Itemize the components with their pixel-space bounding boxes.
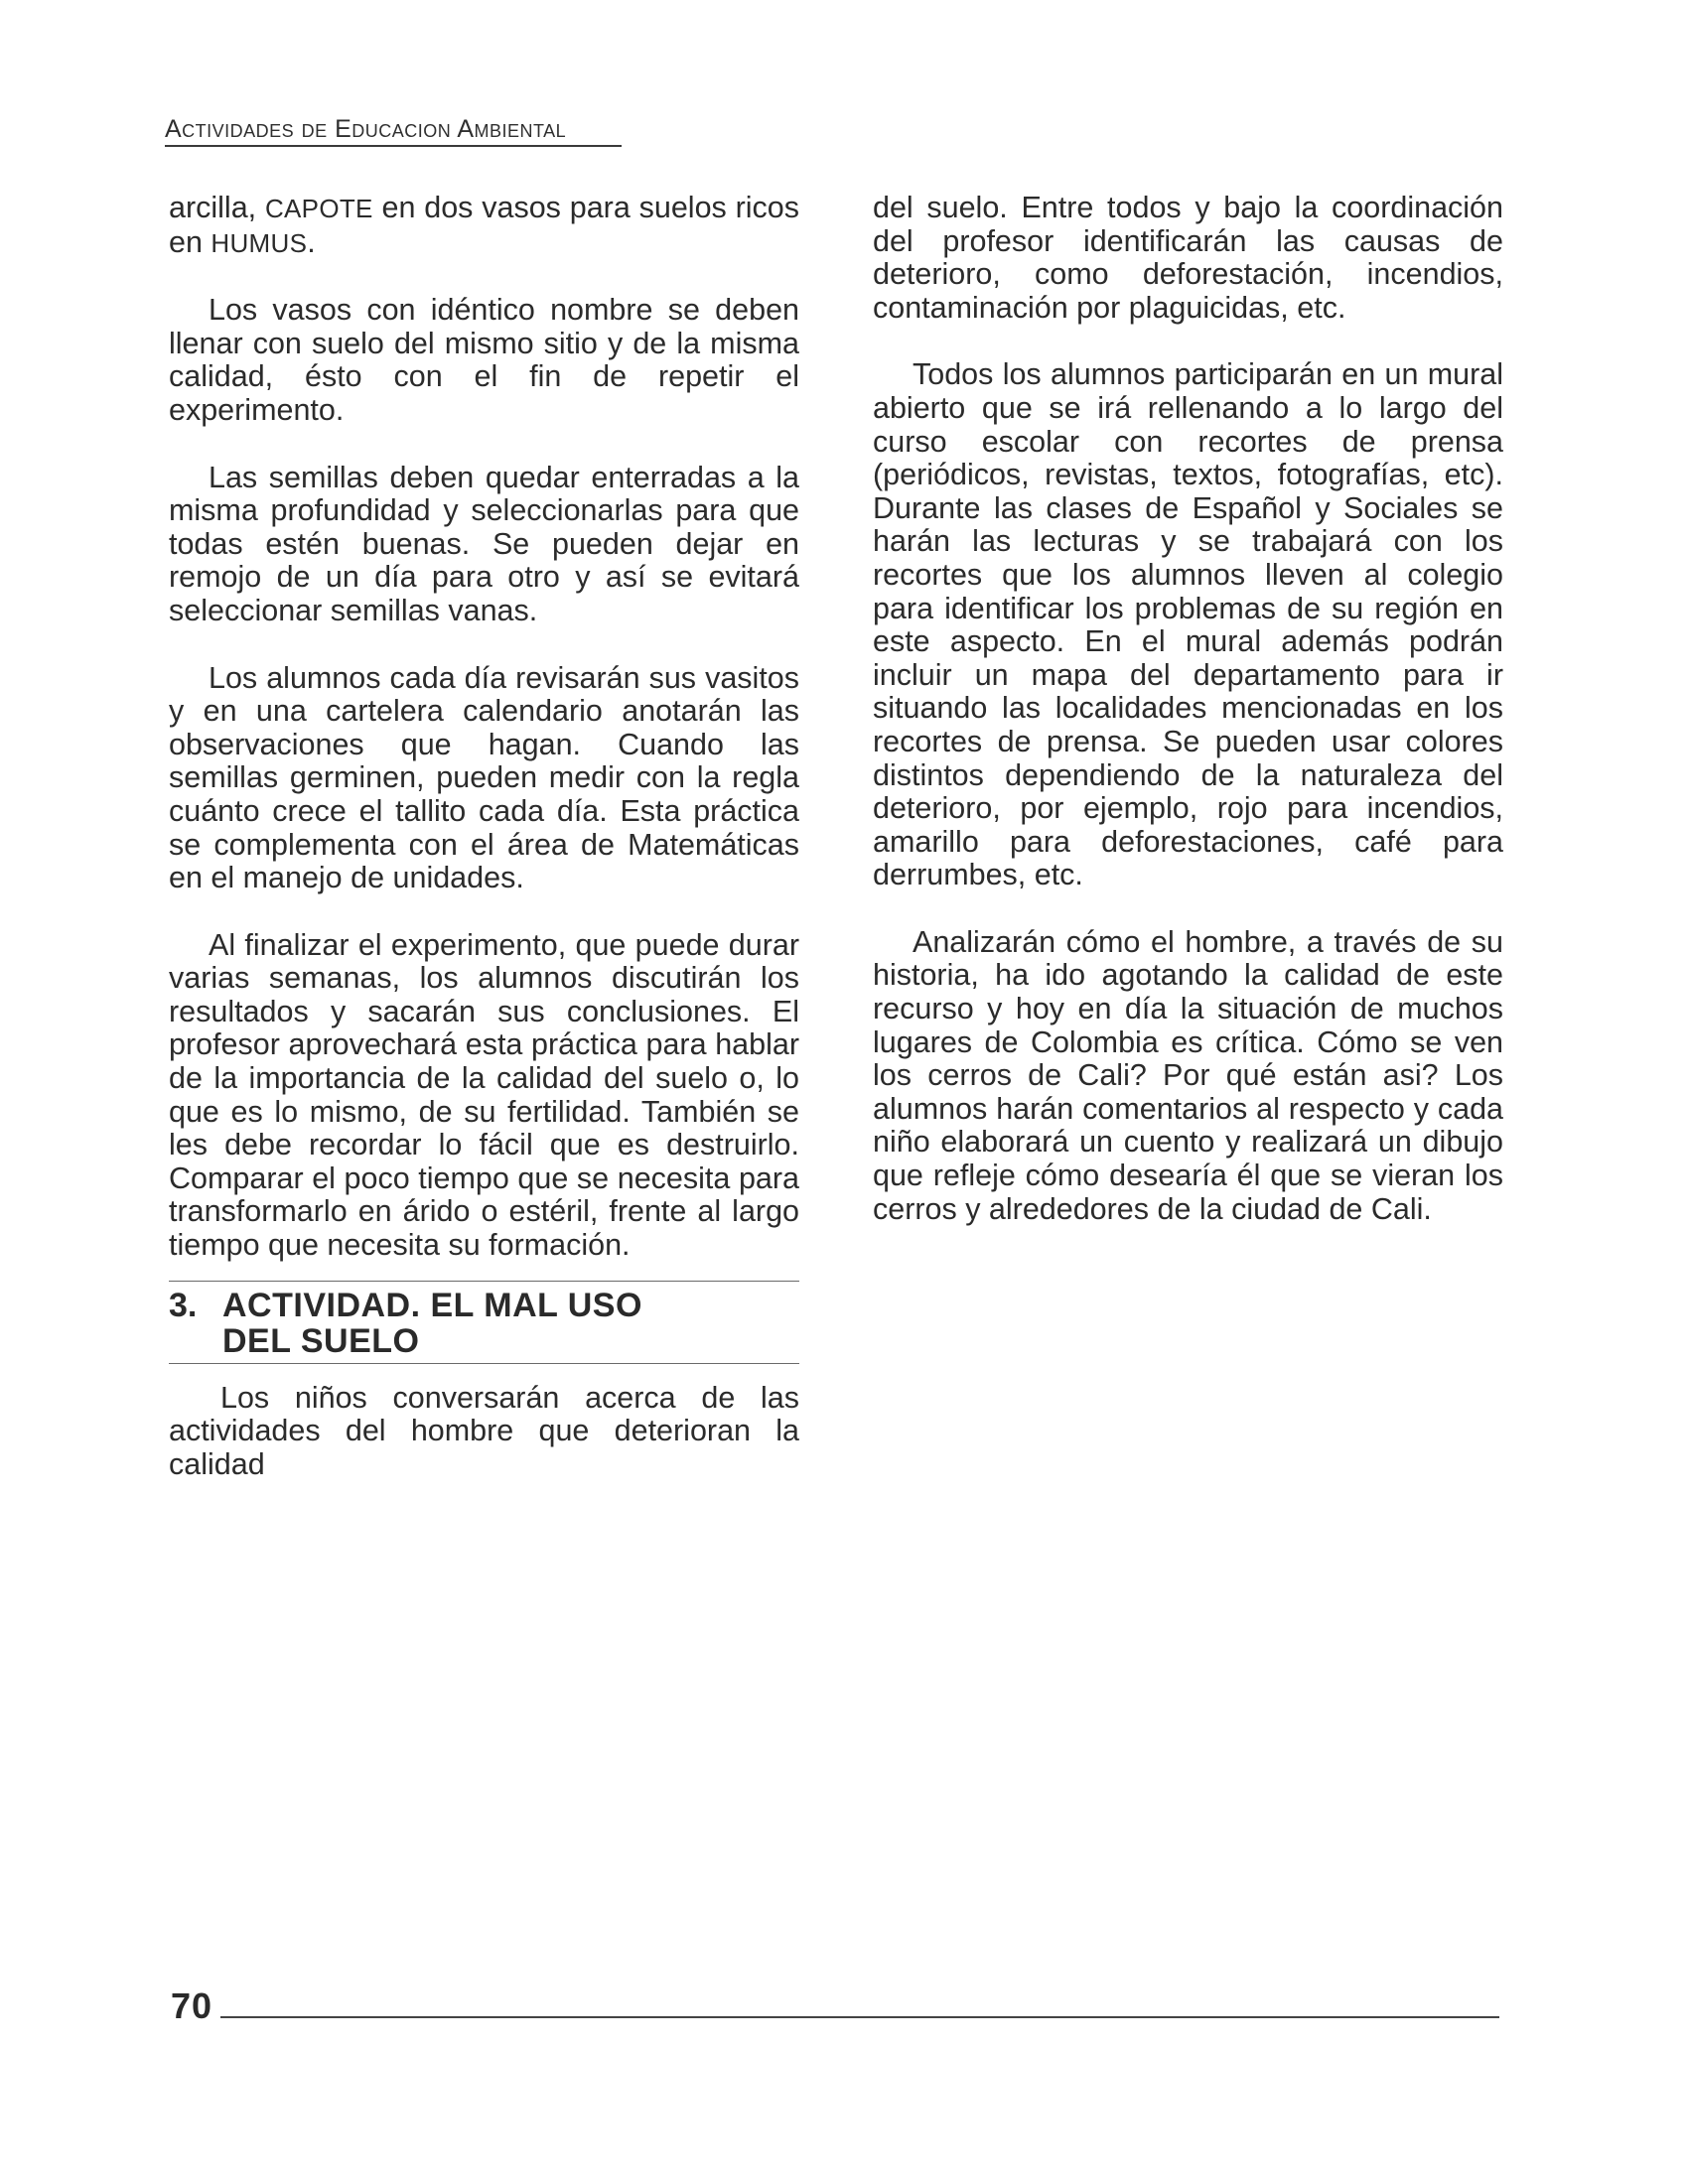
section-3-heading-block bbox=[169, 1281, 799, 1364]
left-p1-text-e: . bbox=[307, 224, 316, 259]
section-number: 3. bbox=[169, 1286, 198, 1324]
left-paragraph-6: Los niños conversarán acerca de las actividades del hombre que deterioran la calidad bbox=[169, 1380, 799, 1481]
right-paragraph-2: Todos los alumnos participarán en un mural abierto que se irá rellenando a lo largo del curso escolar con recortes de prensa (periódicos, revistas, textos, fotografías, etc). Durante las clases de Español y Sociales se harán las lecturas y se trabajará con los recortes que los alumnos lleven al colegio para identificar los problemas de su región en este aspecto. En el mural además podrán incluir un mapa del departamento para ir situando las localidades mencionadas en los recortes de prensa. Se pueden usar colores distintos dependiendo de la naturaleza del deterioro, por ejemplo, rojo para incendios, amarillo para deforestaciones, café para derrumbes, etc. bbox=[873, 357, 1503, 892]
right-paragraph-3: Analizarán cómo el hombre, a través de su historia, ha ido agotando la calidad de este recurso y hoy en día la situación de muchos lugares de Colombia es crítica. Cómo se ven los cerros de Cali? Por qué están asi? Los alumnos harán comentarios al respecto y cada niño elaborará un cuento y realizará un dibujo que refleje cómo desearía él que se vieran los cerros y alrededores de la ciudad de Cali. bbox=[873, 924, 1503, 1226]
right-paragraph-1: del suelo. Entre todos y bajo la coordinación del profesor identificarán las causas de deterioro, como deforestación, incendios, contaminación por plaguicidas, etc. bbox=[873, 191, 1503, 325]
section-heading bbox=[169, 1282, 799, 1363]
right-column bbox=[873, 192, 1503, 1260]
section-bottom-rule bbox=[169, 1363, 799, 1364]
running-header-title: Actividades de Educacion Ambiental bbox=[165, 115, 567, 143]
left-paragraph-4: Los alumnos cada día revisarán sus vasitos y en una cartelera calendario anotarán las observaciones que hagan. Cuando las semillas germinen, pueden medir con la regla cuánto crece el tallito cada día. Esta práctica se complementa con el área de Matemáticas en el manejo de unidades. bbox=[169, 660, 799, 895]
left-p1-text-c: en dos vasos para suelos ricos en bbox=[169, 191, 800, 259]
section-title-line-1: ACTIVIDAD. EL MAL USO bbox=[222, 1286, 642, 1324]
left-paragraph-3: Las semillas deben quedar enterradas a la misma profundidad y seleccionarlas para que todas estén buenas. Se pueden dejar en remojo de un día para otro y así se evitará seleccionar semillas vanas. bbox=[169, 460, 799, 627]
left-p1-term-capote: CAPOTE bbox=[264, 194, 373, 223]
left-p1-text-a: arcilla, bbox=[169, 191, 265, 224]
left-paragraph-1 bbox=[169, 192, 799, 260]
left-paragraph-2: Los vasos con idéntico nombre se deben llenar con suelo del mismo sitio y de la misma calidad, ésto con el fin de repetir el experimento. bbox=[169, 293, 799, 427]
left-p1-term-humus: HUMUS bbox=[211, 227, 308, 258]
left-column bbox=[169, 192, 799, 1515]
left-paragraph-5: Al finalizar el experimento, que puede durar varias semanas, los alumnos discutirán los resultados y sacarán sus conclusiones. El profesor aprovechará esta práctica para hablar de la importancia de la calidad del suelo o, lo que es lo mismo, de su fertilidad. También se les debe recordar lo fácil que es destruirlo. Comparar el poco tiempo que se necesita para transformarlo en árido o estéril, frente al largo tiempo que necesita su formación. bbox=[169, 927, 799, 1263]
section-title-line-2: DEL SUELO bbox=[222, 1321, 420, 1360]
running-header bbox=[165, 115, 622, 147]
page-number: 70 bbox=[171, 1985, 213, 2026]
footer-rule bbox=[220, 2016, 1499, 2018]
